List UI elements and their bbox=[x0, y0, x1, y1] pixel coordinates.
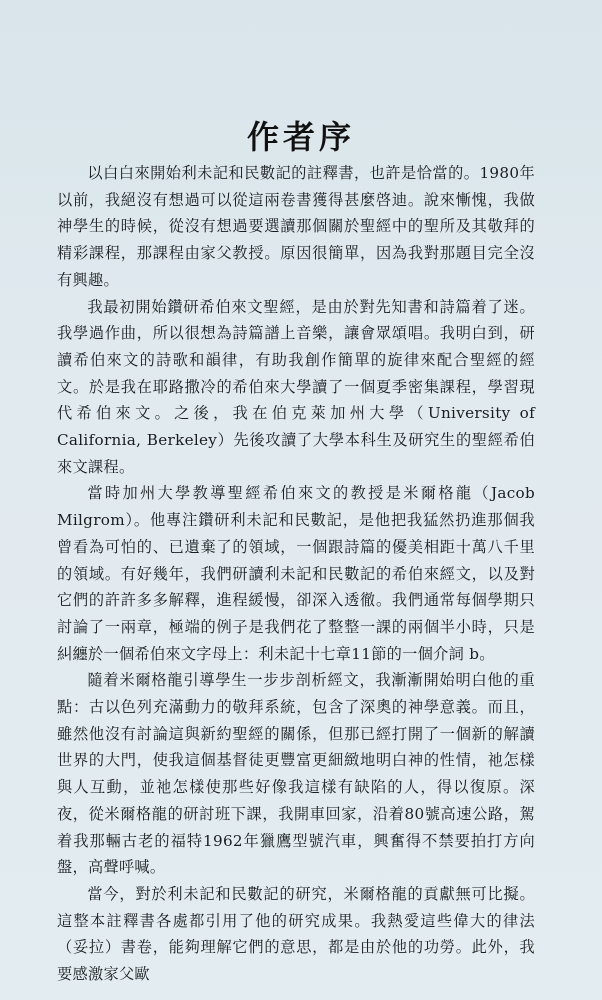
paragraph: 隨着米爾格龍引導學生一步步剖析經文，我漸漸開始明白他的重點：古以色列充滿動力的敬拜系統，包含了深奧的神學意義。而且，雖然他沒有討論這與新約聖經的關係，但那已經打開了一個新的解讀世界的大門，使我這個基督徒更豐富更細緻地明白神的性情，祂怎樣與人互動，並祂怎樣使那些好像我這樣有缺陷的人，得以復原。深夜，從米爾格龍的研討班下課，我開車回家，沿着80號高速公路，駕着我那輛古老的福特1962年獵鷹型號汽車，興奮得不禁要拍打方向盤，高聲呼喊。 bbox=[57, 671, 535, 877]
paragraph: 當時加州大學教導聖經希伯來文的教授是米爾格龍（Jacob Milgrom）。他專注鑽研利未記和民數記，是他把我猛然扔進那個我曾看為可怕的、已遺棄了的領域，一個跟詩篇的優美相距十萬八千里的領域。有好幾年，我們研讀利未記和民數記的希伯來經文，以及對它們的許許多多解釋，進程緩慢，卻深入透徹。我們通常每個學期只討論了一兩章，極端的例子是我們花了整整一課的兩個半小時，只是糾纏於一個希伯來文字母上：利未記十七章11節的一個介詞 b。 bbox=[57, 484, 535, 663]
paragraph: 以白白來開始利未記和民數記的註釋書，也許是恰當的。1980年以前，我絕沒有想過可以從這兩卷書獲得甚麼啓迪。說來慚愧，我做神學生的時候，從沒有想過要選讀那個關於聖經中的聖所及其敬拜的精彩課程，那課程由家父教授。原因很簡單，因為我對那題目完全沒有興趣。 bbox=[57, 164, 535, 289]
paragraph: 當今，對於利未記和民數記的研究，米爾格龍的貢獻無可比擬。這整本註釋書各處都引用了他的研究成果。我熱愛這些偉大的律法（妥拉）書卷，能夠理解它們的意思，都是由於他的功勞。此外，我要感激家父歐 bbox=[57, 884, 535, 984]
preface-body bbox=[57, 160, 535, 988]
paragraph: 我最初開始鑽研希伯來文聖經，是由於對先知書和詩篇着了迷。我學過作曲，所以很想為詩篇譜上音樂，讓會眾頌唱。我明白到，研讀希伯來文的詩歌和韻律，有助我創作簡單的旋律來配合聖經的經文。於是我在耶路撒冷的希伯來大學讀了一個夏季密集課程，學習現代希伯來文。之後，我在伯克萊加州大學（University of California, Berkeley）先後攻讀了大學本科生及研究生的聖經希伯來文課程。 bbox=[57, 297, 535, 476]
page-title: 作者序 bbox=[246, 118, 355, 156]
